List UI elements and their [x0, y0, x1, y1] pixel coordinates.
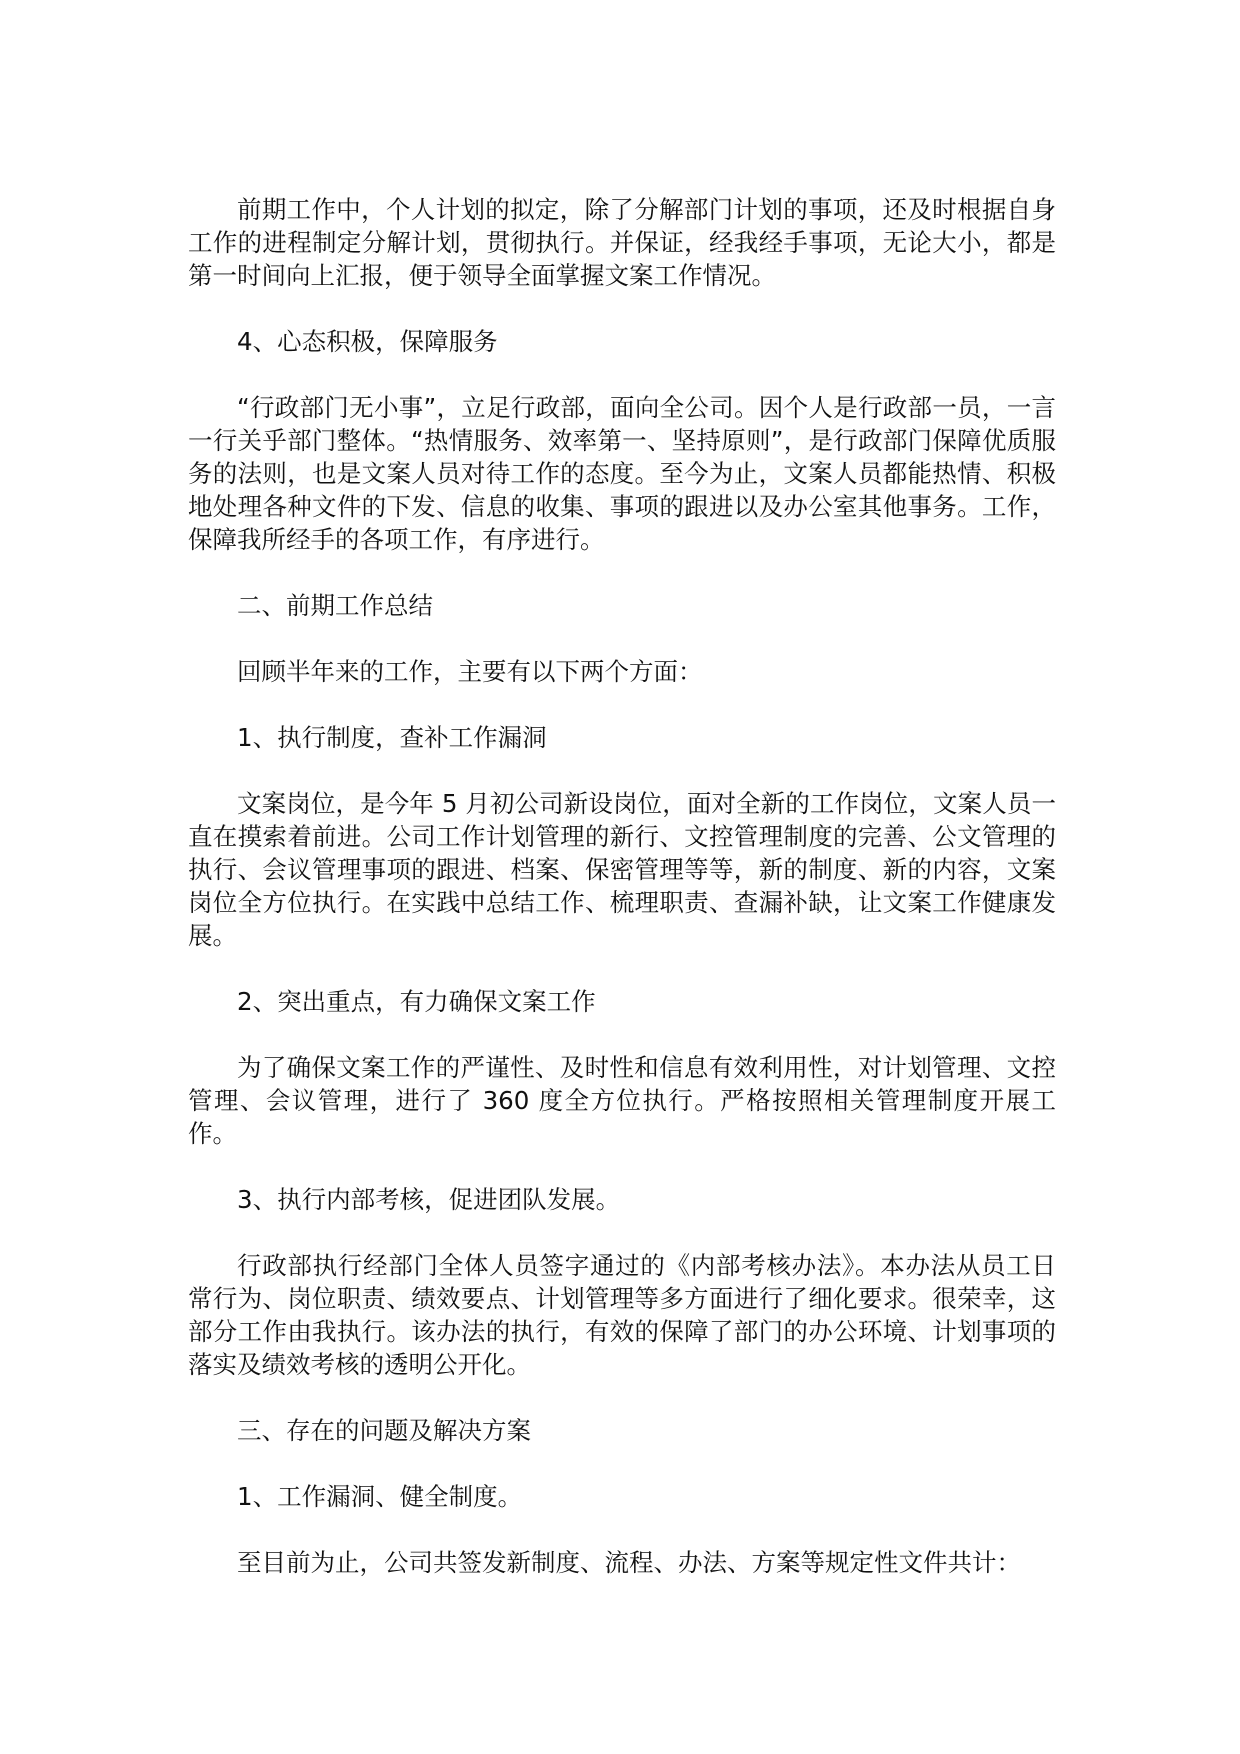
paragraph-review-intro: 回顾半年来的工作，主要有以下两个方面： — [237, 657, 703, 686]
paragraph-service-attitude: “行政部门无小事”，立足行政部，面向全公司。因个人是行政部一员，一言一行关乎部门整体。“热情服务、效率第一、坚持原则”，是行政部门保障优质服务的法则，也是文案人员对待工作的态度。至今为止，文案人员都能热情、积极地处理各种文件的下发、信息的收集、事项的跟进以及办公室其他事务。工作，保障我所经手的各项工作，有序进行。 — [188, 393, 1056, 554]
paragraph-assessment-method: 行政部执行经部门全体人员签字通过的《内部考核办法》。本办法从员工日常行为、岗位职责、绩效要点、计划管理等多方面进行了细化要求。很荣幸，这部分工作由我执行。该办法的执行，有效的保障了部门的办公环境、计划事项的落实及绩效考核的透明公开化。 — [188, 1251, 1056, 1379]
heading-positive-attitude: 4、心态积极，保障服务 — [237, 327, 498, 356]
document-body — [188, 193, 1056, 1612]
heading-loopholes-system: 1、工作漏洞、健全制度。 — [237, 1482, 523, 1511]
heading-highlight-focus: 2、突出重点，有力确保文案工作 — [237, 987, 596, 1016]
heading-problems-solutions: 三、存在的问题及解决方案 — [237, 1416, 531, 1445]
paragraph-copywriting-position: 文案岗位，是今年 5 月初公司新设岗位，面对全新的工作岗位，文案人员一直在摸索着前进。公司工作计划管理的新行、文控管理制度的完善、公文管理的执行、会议管理事项的跟进、档案、保密管理等等，新的制度、新的内容，文案岗位全方位执行。在实践中总结工作、梳理职责、查漏补缺，让文案工作健康发展。 — [188, 789, 1056, 950]
paragraph-planning: 前期工作中，个人计划的拟定，除了分解部门计划的事项，还及时根据自身工作的进程制定分解计划，贯彻执行。并保证，经我经手事项，无论大小，都是第一时间向上汇报，便于领导全面掌握文案工作情况。 — [188, 195, 1056, 290]
heading-execute-system: 1、执行制度，查补工作漏洞 — [237, 723, 547, 752]
heading-internal-assessment: 3、执行内部考核，促进团队发展。 — [237, 1185, 621, 1214]
heading-work-summary: 二、前期工作总结 — [237, 591, 433, 620]
paragraph-issued-documents: 至目前为止，公司共签发新制度、流程、办法、方案等规定性文件共计： — [237, 1548, 1021, 1577]
paragraph-ensure-copywriting: 为了确保文案工作的严谨性、及时性和信息有效利用性，对计划管理、文控管理、会议管理，进行了 360 度全方位执行。严格按照相关管理制度开展工作。 — [188, 1053, 1056, 1148]
